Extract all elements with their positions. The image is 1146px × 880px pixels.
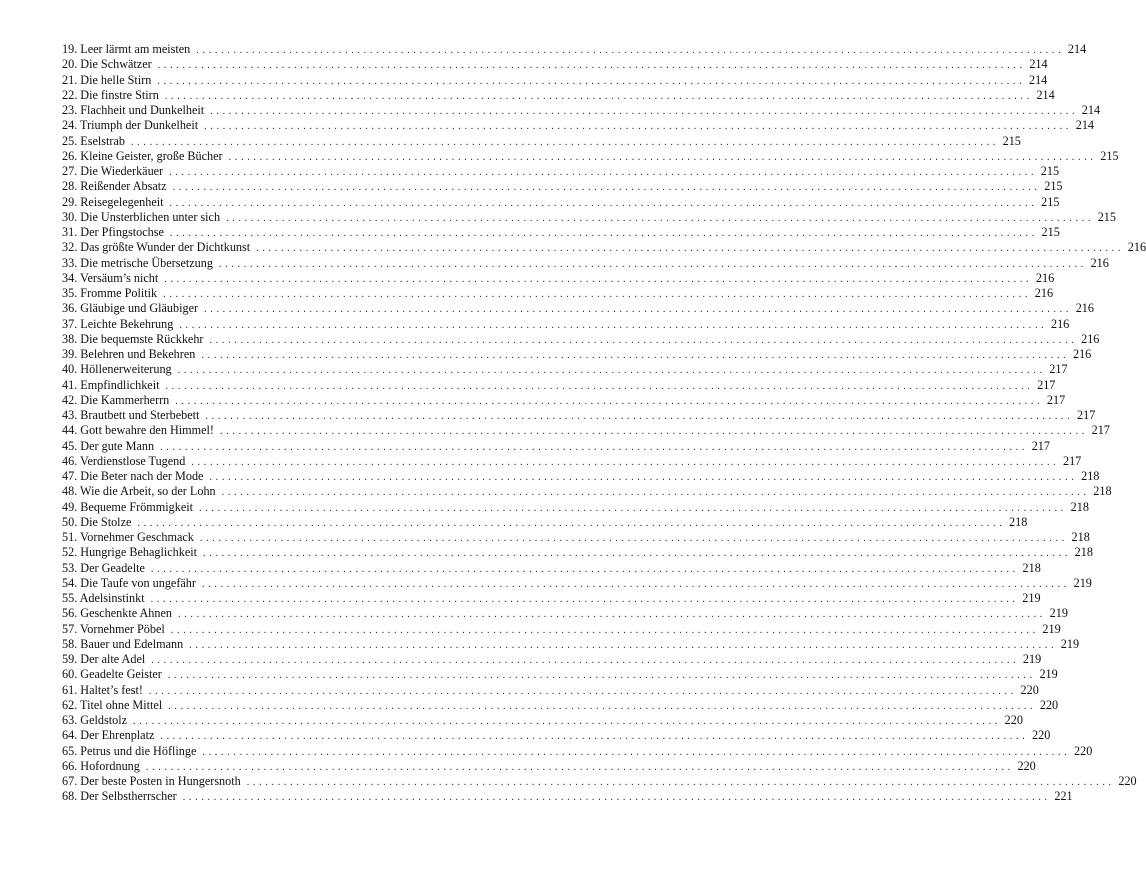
dot-leader: . . . . . . . . . . . . . . . . . . . . . . . . . . . . . . . . . . . . . . . . . . . . . . . . . . . . . . . . . . . . . . . . . . . . . . . . . . . . . . . . . . . . . . . . . . . . . . . . . . . . . . . . . . . . . . . . . . . . . . . . . . . . . . . . . . . . . . . . . . . . [157,75,1023,87]
toc-entry-title: 50. Die Stolze [62,514,132,529]
dot-leader: . . . . . . . . . . . . . . . . . . . . . . . . . . . . . . . . . . . . . . . . . . . . . . . . . . . . . . . . . . . . . . . . . . . . . . . . . . . . . . . . . . . . . . . . . . . . . . . . . . . . . . . . . . . . . . . . . . . . . . . . . . . . . . . . . . . . . . . . . . . . [133,716,998,727]
toc-entry [62,469,1100,484]
dot-leader: . . . . . . . . . . . . . . . . . . . . . . . . . . . . . . . . . . . . . . . . . . . . . . . . . . . . . . . . . . . . . . . . . . . . . . . . . . . . . . . . . . . . . . . . . . . . . . . . . . . . . . . . . . . . . . . . . . . . . . . . . . . . . . . . . . . . . . . . . . . . [177,365,1043,377]
toc-entry-page-number: 218 [1074,545,1093,560]
toc-entry-title: 58. Bauer und Edelmann [62,636,184,651]
dot-leader: . . . . . . . . . . . . . . . . . . . . . . . . . . . . . . . . . . . . . . . . . . . . . . . . . . . . . . . . . . . . . . . . . . . . . . . . . . . . . . . . . . . . . . . . . . . . . . . . . . . . . . . . . . . . . . . . . . . . . . . . . . . . . . . . . . . . . . . . . . . . [163,289,1029,300]
toc-entry-page-number: 217 [1046,392,1066,407]
toc-entry-page-number: 217 [1091,423,1110,438]
toc-entry [62,103,1101,118]
toc-entry [62,453,1082,469]
dot-leader: . . . . . . . . . . . . . . . . . . . . . . . . . . . . . . . . . . . . . . . . . . . . . . . . . . . . . . . . . . . . . . . . . . . . . . . . . . . . . . . . . . . . . . . . . . . . . . . . . . . . . . . . . . . . . . . . . . . . . . . . . . . . . . . . . . . . . . . . . . . . [164,90,1030,102]
toc-entry [62,362,1068,377]
toc-entry-title: 62. Titel ohne Mittel [62,697,163,712]
toc-entry [62,164,1060,179]
toc-entry-page-number: 220 [1032,728,1051,743]
dot-leader: . . . . . . . . . . . . . . . . . . . . . . . . . . . . . . . . . . . . . . . . . . . . . . . . . . . . . . . . . . . . . . . . . . . . . . . . . . . . . . . . . . . . . . . . . . . . . . . . . . . . . . . . . . . . . . . . . . . . . . . . . . . . . . . . . . . . . . . . . . . . [191,456,1057,468]
toc-entry [62,484,1112,499]
toc-entry [62,240,1146,255]
toc-entry-page-number: 215 [1097,209,1116,224]
toc-entry [62,591,1041,606]
toc-entry-title: 49. Bequeme Frömmigkeit [62,499,193,514]
toc-entry [62,194,1060,210]
dot-leader: . . . . . . . . . . . . . . . . . . . . . . . . . . . . . . . . . . . . . . . . . . . . . . . . . . . . . . . . . . . . . . . . . . . . . . . . . . . . . . . . . . . . . . . . . . . . . . . . . . . . . . . . . . . . . . . . . . . . . . . . . . . . . . . . . . . . . . . . . . . . [145,761,1011,773]
dot-leader: . . . . . . . . . . . . . . . . . . . . . . . . . . . . . . . . . . . . . . . . . . . . . . . . . . . . . . . . . . . . . . . . . . . . . . . . . . . . . . . . . . . . . . . . . . . . . . . . . . . . . . . . . . . . . . . . . . . . . . . . . . . . . . . . . . . . . . . . . . . . [169,228,1035,239]
toc-entry-title: 30. Die Unsterblichen unter sich [62,209,221,224]
toc-entry-title: 59. Der alte Adel [62,652,146,666]
toc-entry [62,392,1066,408]
toc-entry [62,87,1055,103]
toc-entry-page-number: 214 [1075,118,1094,133]
dot-leader: . . . . . . . . . . . . . . . . . . . . . . . . . . . . . . . . . . . . . . . . . . . . . . . . . . . . . . . . . . . . . . . . . . . . . . . . . . . . . . . . . . . . . . . . . . . . . . . . . . . . . . . . . . . . . . . . . . . . . . . . . . . . . . . . . . . . . . . . . . . . [201,578,1067,590]
toc-entry-page-number: 216 [1075,301,1094,316]
toc-entry [62,133,1021,149]
toc-entry-page-number: 215 [1002,133,1021,148]
toc-entry-page-number: 219 [1049,606,1068,621]
dot-leader: . . . . . . . . . . . . . . . . . . . . . . . . . . . . . . . . . . . . . . . . . . . . . . . . . . . . . . . . . . . . . . . . . . . . . . . . . . . . . . . . . . . . . . . . . . . . . . . . . . . . . . . . . . . . . . . . . . . . . . . . . . . . . . . . . . . . . . . . . . . . [150,594,1016,605]
toc-entry [62,575,1092,591]
toc-entry-page-number: 218 [1070,499,1089,514]
toc-entry [62,774,1137,789]
toc-entry-page-number: 216 [1090,255,1109,270]
toc-entry [62,636,1080,652]
toc-entry-page-number: 214 [1029,57,1048,72]
toc-entry-page-number: 220 [1004,713,1023,727]
dot-leader: . . . . . . . . . . . . . . . . . . . . . . . . . . . . . . . . . . . . . . . . . . . . . . . . . . . . . . . . . . . . . . . . . . . . . . . . . . . . . . . . . . . . . . . . . . . . . . . . . . . . . . . . . . . . . . . . . . . . . . . . . . . . . . . . . . . . . . . . . . . . [170,624,1036,636]
dot-leader: . . . . . . . . . . . . . . . . . . . . . . . . . . . . . . . . . . . . . . . . . . . . . . . . . . . . . . . . . . . . . . . . . . . . . . . . . . . . . . . . . . . . . . . . . . . . . . . . . . . . . . . . . . . . . . . . . . . . . . . . . . . . . . . . . . . . . . . . . . . . [137,517,1003,529]
toc-entry [62,423,1110,438]
toc-entry-title: 27. Die Wiederkäuer [62,164,164,178]
toc-entry [62,728,1051,743]
toc-entry-title: 52. Hungrige Behaglichkeit [62,545,198,560]
dot-leader: . . . . . . . . . . . . . . . . . . . . . . . . . . . . . . . . . . . . . . . . . . . . . . . . . . . . . . . . . . . . . . . . . . . . . . . . . . . . . . . . . . . . . . . . . . . . . . . . . . . . . . . . . . . . . . . . . . . . . . . . . . . . . . . . . . . . . . . . . . . . [256,243,1122,255]
dot-leader: . . . . . . . . . . . . . . . . . . . . . . . . . . . . . . . . . . . . . . . . . . . . . . . . . . . . . . . . . . . . . . . . . . . . . . . . . . . . . . . . . . . . . . . . . . . . . . . . . . . . . . . . . . . . . . . . . . . . . . . . . . . . . . . . . . . . . . . . . . . . [219,426,1085,438]
toc-entry [62,743,1093,759]
toc-entry-page-number: 215 [1044,179,1063,194]
dot-leader: . . . . . . . . . . . . . . . . . . . . . . . . . . . . . . . . . . . . . . . . . . . . . . . . . . . . . . . . . . . . . . . . . . . . . . . . . . . . . . . . . . . . . . . . . . . . . . . . . . . . . . . . . . . . . . . . . . . . . . . . . . . . . . . . . . . . . . . . . . . . [182,792,1048,804]
toc-entry [62,118,1094,133]
dot-leader: . . . . . . . . . . . . . . . . . . . . . . . . . . . . . . . . . . . . . . . . . . . . . . . . . . . . . . . . . . . . . . . . . . . . . . . . . . . . . . . . . . . . . . . . . . . . . . . . . . . . . . . . . . . . . . . . . . . . . . . . . . . . . . . . . . . . . . . . . . . . [201,350,1067,361]
toc-entry-page-number: 219 [1042,621,1061,636]
toc-entry-title: 39. Belehren und Bekehren [62,347,196,361]
toc-entry [62,408,1096,423]
toc-entry [62,72,1048,88]
toc-entry-page-number: 220 [1074,743,1093,758]
toc-entry-title: 47. Die Beter nach der Mode [62,469,204,483]
toc-entry-page-number: 217 [1037,377,1056,392]
toc-entry-title: 66. Hofordnung [62,758,140,773]
toc-entry-title: 45. Der gute Mann [62,438,155,453]
dot-leader: . . . . . . . . . . . . . . . . . . . . . . . . . . . . . . . . . . . . . . . . . . . . . . . . . . . . . . . . . . . . . . . . . . . . . . . . . . . . . . . . . . . . . . . . . . . . . . . . . . . . . . . . . . . . . . . . . . . . . . . . . . . . . . . . . . . . . . . . . . . . [221,487,1087,499]
toc-entry [62,652,1042,667]
toc-entry [62,270,1055,286]
toc-entry-title: 22. Die finstre Stirn [62,87,159,102]
toc-entry [62,209,1116,225]
toc-entry-title: 48. Wie die Arbeit, so der Lohn [62,484,216,499]
toc-entry-page-number: 216 [1034,286,1054,300]
toc-entry-title: 33. Die metrische Übersetzung [62,255,213,270]
toc-entry-page-number: 217 [1062,453,1082,468]
toc-entry [62,713,1023,728]
dot-leader: . . . . . . . . . . . . . . . . . . . . . . . . . . . . . . . . . . . . . . . . . . . . . . . . . . . . . . . . . . . . . . . . . . . . . . . . . . . . . . . . . . . . . . . . . . . . . . . . . . . . . . . . . . . . . . . . . . . . . . . . . . . . . . . . . . . . . . . . . . . . [160,441,1025,453]
toc-entry-page-number: 218 [1009,514,1028,529]
dot-leader: . . . . . . . . . . . . . . . . . . . . . . . . . . . . . . . . . . . . . . . . . . . . . . . . . . . . . . . . . . . . . . . . . . . . . . . . . . . . . . . . . . . . . . . . . . . . . . . . . . . . . . . . . . . . . . . . . . . . . . . . . . . . . . . . . . . . . . . . . . . . [202,746,1068,758]
toc-entry-title: 31. Der Pfingstochse [62,225,164,239]
toc-entry [62,621,1061,637]
toc-entry-title: 46. Verdienstlose Tugend [62,453,186,468]
toc-entry [62,697,1059,713]
toc-entry [62,606,1068,621]
toc-entry-page-number: 217 [1049,362,1068,377]
toc-entry-title: 32. Das größte Wunder der Dichtkunst [62,240,251,255]
toc-entry [62,255,1109,271]
toc-entry [62,57,1048,72]
toc-entry-title: 29. Reisegelegenheit [62,194,164,209]
toc-entry [62,499,1089,515]
toc-entry-title: 67. Der beste Posten in Hungersnoth [62,774,241,788]
toc-entry-page-number: 215 [1041,225,1060,239]
toc-entry-title: 20. Die Schwätzer [62,57,152,72]
dot-leader: . . . . . . . . . . . . . . . . . . . . . . . . . . . . . . . . . . . . . . . . . . . . . . . . . . . . . . . . . . . . . . . . . . . . . . . . . . . . . . . . . . . . . . . . . . . . . . . . . . . . . . . . . . . . . . . . . . . . . . . . . . . . . . . . . . . . . . . . . . . . [169,197,1035,209]
dot-leader: . . . . . . . . . . . . . . . . . . . . . . . . . . . . . . . . . . . . . . . . . . . . . . . . . . . . . . . . . . . . . . . . . . . . . . . . . . . . . . . . . . . . . . . . . . . . . . . . . . . . . . . . . . . . . . . . . . . . . . . . . . . . . . . . . . . . . . . . . . . . [196,45,1062,56]
toc-entry-title: 64. Der Ehrenplatz [62,728,155,743]
toc-entry-page-number: 214 [1081,103,1101,117]
toc-entry-page-number: 214 [1028,72,1048,87]
dot-leader: . . . . . . . . . . . . . . . . . . . . . . . . . . . . . . . . . . . . . . . . . . . . . . . . . . . . . . . . . . . . . . . . . . . . . . . . . . . . . . . . . . . . . . . . . . . . . . . . . . . . . . . . . . . . . . . . . . . . . . . . . . . . . . . . . . . . . . . . . . . . [151,655,1017,666]
dot-leader: . . . . . . . . . . . . . . . . . . . . . . . . . . . . . . . . . . . . . . . . . . . . . . . . . . . . . . . . . . . . . . . . . . . . . . . . . . . . . . . . . . . . . . . . . . . . . . . . . . . . . . . . . . . . . . . . . . . . . . . . . . . . . . . . . . . . . . . . . . . . [164,273,1030,285]
toc-entry [62,530,1090,545]
dot-leader: . . . . . . . . . . . . . . . . . . . . . . . . . . . . . . . . . . . . . . . . . . . . . . . . . . . . . . . . . . . . . . . . . . . . . . . . . . . . . . . . . . . . . . . . . . . . . . . . . . . . . . . . . . . . . . . . . . . . . . . . . . . . . . . . . . . . . . . . . . . . [169,167,1035,178]
toc-entry-page-number: 220 [1039,697,1059,712]
toc-entry [62,42,1087,57]
toc-entry-title: 53. Der Geadelte [62,560,145,575]
toc-entry [62,682,1039,698]
toc-entry-page-number: 220 [1017,758,1036,773]
toc-entry-title: 43. Brautbett und Sterbebett [62,408,200,422]
toc-entry [62,560,1041,576]
toc-entry-title: 55. Adelsinstinkt [62,591,145,605]
table-of-contents [62,42,1146,805]
dot-leader: . . . . . . . . . . . . . . . . . . . . . . . . . . . . . . . . . . . . . . . . . . . . . . . . . . . . . . . . . . . . . . . . . . . . . . . . . . . . . . . . . . . . . . . . . . . . . . . . . . . . . . . . . . . . . . . . . . . . . . . . . . . . . . . . . . . . . . . . . . . . [130,136,996,148]
toc-entry-page-number: 216 [1081,331,1100,346]
dot-leader: . . . . . . . . . . . . . . . . . . . . . . . . . . . . . . . . . . . . . . . . . . . . . . . . . . . . . . . . . . . . . . . . . . . . . . . . . . . . . . . . . . . . . . . . . . . . . . . . . . . . . . . . . . . . . . . . . . . . . . . . . . . . . . . . . . . . . . . . . . . . [189,639,1055,651]
dot-leader: . . . . . . . . . . . . . . . . . . . . . . . . . . . . . . . . . . . . . . . . . . . . . . . . . . . . . . . . . . . . . . . . . . . . . . . . . . . . . . . . . . . . . . . . . . . . . . . . . . . . . . . . . . . . . . . . . . . . . . . . . . . . . . . . . . . . . . . . . . . . [160,731,1026,743]
toc-entry-page-number: 221 [1054,789,1073,804]
dot-leader: . . . . . . . . . . . . . . . . . . . . . . . . . . . . . . . . . . . . . . . . . . . . . . . . . . . . . . . . . . . . . . . . . . . . . . . . . . . . . . . . . . . . . . . . . . . . . . . . . . . . . . . . . . . . . . . . . . . . . . . . . . . . . . . . . . . . . . . . . . . . [165,380,1031,392]
toc-entry-title: 56. Geschenkte Ahnen [62,606,172,621]
dot-leader: . . . . . . . . . . . . . . . . . . . . . . . . . . . . . . . . . . . . . . . . . . . . . . . . . . . . . . . . . . . . . . . . . . . . . . . . . . . . . . . . . . . . . . . . . . . . . . . . . . . . . . . . . . . . . . . . . . . . . . . . . . . . . . . . . . . . . . . . . . . . [209,472,1075,483]
dot-leader: . . . . . . . . . . . . . . . . . . . . . . . . . . . . . . . . . . . . . . . . . . . . . . . . . . . . . . . . . . . . . . . . . . . . . . . . . . . . . . . . . . . . . . . . . . . . . . . . . . . . . . . . . . . . . . . . . . . . . . . . . . . . . . . . . . . . . . . . . . . . [148,685,1014,697]
toc-entry-title: 44. Gott bewahre den Himmel! [62,423,214,438]
dot-leader: . . . . . . . . . . . . . . . . . . . . . . . . . . . . . . . . . . . . . . . . . . . . . . . . . . . . . . . . . . . . . . . . . . . . . . . . . . . . . . . . . . . . . . . . . . . . . . . . . . . . . . . . . . . . . . . . . . . . . . . . . . . . . . . . . . . . . . . . . . . . [204,121,1069,133]
toc-entry-page-number: 218 [1081,469,1100,483]
dot-leader: . . . . . . . . . . . . . . . . . . . . . . . . . . . . . . . . . . . . . . . . . . . . . . . . . . . . . . . . . . . . . . . . . . . . . . . . . . . . . . . . . . . . . . . . . . . . . . . . . . . . . . . . . . . . . . . . . . . . . . . . . . . . . . . . . . . . . . . . . . . . [205,411,1071,422]
toc-entry-title: 38. Die bequemste Rückkehr [62,331,204,346]
dot-leader: . . . . . . . . . . . . . . . . . . . . . . . . . . . . . . . . . . . . . . . . . . . . . . . . . . . . . . . . . . . . . . . . . . . . . . . . . . . . . . . . . . . . . . . . . . . . . . . . . . . . . . . . . . . . . . . . . . . . . . . . . . . . . . . . . . . . . . . . . . . . [199,502,1064,514]
dot-leader: . . . . . . . . . . . . . . . . . . . . . . . . . . . . . . . . . . . . . . . . . . . . . . . . . . . . . . . . . . . . . . . . . . . . . . . . . . . . . . . . . . . . . . . . . . . . . . . . . . . . . . . . . . . . . . . . . . . . . . . . . . . . . . . . . . . . . . . . . . . . [218,258,1084,270]
toc-entry-title: 41. Empfindlichkeit [62,377,160,392]
toc-entry [62,438,1050,454]
toc-entry-page-number: 218 [1093,484,1112,499]
toc-entry-page-number: 214 [1036,87,1055,102]
toc-entry-title: 19. Leer lärmt am meisten [62,42,191,56]
toc-entry-page-number: 216 [1050,316,1070,331]
toc-entry-title: 51. Vornehmer Geschmack [62,530,194,544]
toc-entry-title: 61. Haltet’s fest! [62,682,143,697]
toc-entry-page-number: 214 [1067,42,1087,56]
toc-entry-title: 60. Geadelte Geister [62,667,162,682]
dot-leader: . . . . . . . . . . . . . . . . . . . . . . . . . . . . . . . . . . . . . . . . . . . . . . . . . . . . . . . . . . . . . . . . . . . . . . . . . . . . . . . . . . . . . . . . . . . . . . . . . . . . . . . . . . . . . . . . . . . . . . . . . . . . . . . . . . . . . . . . . . . . [179,319,1045,331]
toc-entry [62,347,1092,362]
toc-entry-page-number: 216 [1035,270,1055,285]
dot-leader: . . . . . . . . . . . . . . . . . . . . . . . . . . . . . . . . . . . . . . . . . . . . . . . . . . . . . . . . . . . . . . . . . . . . . . . . . . . . . . . . . . . . . . . . . . . . . . . . . . . . . . . . . . . . . . . . . . . . . . . . . . . . . . . . . . . . . . . . . . . . [172,182,1038,194]
dot-leader: . . . . . . . . . . . . . . . . . . . . . . . . . . . . . . . . . . . . . . . . . . . . . . . . . . . . . . . . . . . . . . . . . . . . . . . . . . . . . . . . . . . . . . . . . . . . . . . . . . . . . . . . . . . . . . . . . . . . . . . . . . . . . . . . . . . . . . . . . . . . [175,395,1041,407]
toc-entry-page-number: 220 [1118,774,1137,788]
toc-entry [62,301,1094,316]
dot-leader: . . . . . . . . . . . . . . . . . . . . . . . . . . . . . . . . . . . . . . . . . . . . . . . . . . . . . . . . . . . . . . . . . . . . . . . . . . . . . . . . . . . . . . . . . . . . . . . . . . . . . . . . . . . . . . . . . . . . . . . . . . . . . . . . . . . . . . . . . . . . [228,151,1094,163]
toc-entry [62,667,1058,682]
toc-entry [62,148,1119,164]
toc-entry-page-number: 219 [1039,667,1058,682]
toc-entry-page-number: 217 [1031,438,1050,453]
toc-entry-title: 34. Versäum’s nicht [62,270,159,285]
dot-leader: . . . . . . . . . . . . . . . . . . . . . . . . . . . . . . . . . . . . . . . . . . . . . . . . . . . . . . . . . . . . . . . . . . . . . . . . . . . . . . . . . . . . . . . . . . . . . . . . . . . . . . . . . . . . . . . . . . . . . . . . . . . . . . . . . . . . . . . . . . . . [226,212,1091,224]
dot-leader: . . . . . . . . . . . . . . . . . . . . . . . . . . . . . . . . . . . . . . . . . . . . . . . . . . . . . . . . . . . . . . . . . . . . . . . . . . . . . . . . . . . . . . . . . . . . . . . . . . . . . . . . . . . . . . . . . . . . . . . . . . . . . . . . . . . . . . . . . . . . [157,60,1023,72]
dot-leader: . . . . . . . . . . . . . . . . . . . . . . . . . . . . . . . . . . . . . . . . . . . . . . . . . . . . . . . . . . . . . . . . . . . . . . . . . . . . . . . . . . . . . . . . . . . . . . . . . . . . . . . . . . . . . . . . . . . . . . . . . . . . . . . . . . . . . . . . . . . . [204,304,1069,316]
toc-entry-page-number: 220 [1020,682,1039,697]
toc-entry [62,179,1063,194]
toc-entry-page-number: 215 [1100,148,1119,163]
toc-entry-title: 25. Eselstrab [62,133,125,148]
dot-leader: . . . . . . . . . . . . . . . . . . . . . . . . . . . . . . . . . . . . . . . . . . . . . . . . . . . . . . . . . . . . . . . . . . . . . . . . . . . . . . . . . . . . . . . . . . . . . . . . . . . . . . . . . . . . . . . . . . . . . . . . . . . . . . . . . . . . . . . . . . . . [199,533,1065,544]
toc-entry-title: 35. Fromme Politik [62,286,158,300]
toc-entry-title: 26. Kleine Geister, große Bücher [62,148,223,163]
toc-entry-title: 63. Geldstolz [62,713,127,727]
toc-entry-page-number: 218 [1022,560,1041,575]
toc-entry-title: 37. Leichte Bekehrung [62,316,174,331]
toc-entry [62,545,1093,560]
toc-entry [62,789,1073,804]
toc-entry [62,331,1100,347]
toc-entry-page-number: 219 [1060,636,1080,651]
dot-leader: . . . . . . . . . . . . . . . . . . . . . . . . . . . . . . . . . . . . . . . . . . . . . . . . . . . . . . . . . . . . . . . . . . . . . . . . . . . . . . . . . . . . . . . . . . . . . . . . . . . . . . . . . . . . . . . . . . . . . . . . . . . . . . . . . . . . . . . . . . . . [209,334,1075,346]
toc-entry [62,514,1028,530]
toc-entry [62,377,1056,393]
toc-entry-page-number: 215 [1040,164,1060,178]
toc-entry-title: 65. Petrus und die Höflinge [62,743,197,758]
toc-entry-title: 24. Triumph der Dunkelheit [62,118,199,133]
toc-entry-page-number: 219 [1073,575,1092,590]
dot-leader: . . . . . . . . . . . . . . . . . . . . . . . . . . . . . . . . . . . . . . . . . . . . . . . . . . . . . . . . . . . . . . . . . . . . . . . . . . . . . . . . . . . . . . . . . . . . . . . . . . . . . . . . . . . . . . . . . . . . . . . . . . . . . . . . . . . . . . . . . . . . [168,700,1034,712]
dot-leader: . . . . . . . . . . . . . . . . . . . . . . . . . . . . . . . . . . . . . . . . . . . . . . . . . . . . . . . . . . . . . . . . . . . . . . . . . . . . . . . . . . . . . . . . . . . . . . . . . . . . . . . . . . . . . . . . . . . . . . . . . . . . . . . . . . . . . . . . . . . . [167,670,1033,682]
dot-leader: . . . . . . . . . . . . . . . . . . . . . . . . . . . . . . . . . . . . . . . . . . . . . . . . . . . . . . . . . . . . . . . . . . . . . . . . . . . . . . . . . . . . . . . . . . . . . . . . . . . . . . . . . . . . . . . . . . . . . . . . . . . . . . . . . . . . . . . . . . . . [150,563,1016,575]
toc-entry [62,316,1070,332]
toc-entry-title: 23. Flachheit und Dunkelheit [62,103,205,117]
toc-entry-title: 28. Reißender Absatz [62,179,167,194]
dot-leader: . . . . . . . . . . . . . . . . . . . . . . . . . . . . . . . . . . . . . . . . . . . . . . . . . . . . . . . . . . . . . . . . . . . . . . . . . . . . . . . . . . . . . . . . . . . . . . . . . . . . . . . . . . . . . . . . . . . . . . . . . . . . . . . . . . . . . . . . . . . . [210,106,1076,117]
toc-entry-title: 68. Der Selbstherrscher [62,789,177,804]
toc-entry [62,286,1054,301]
toc-entry-page-number: 219 [1022,591,1041,605]
toc-entry-title: 57. Vornehmer Pöbel [62,621,165,636]
toc-entry-page-number: 215 [1041,194,1060,209]
toc-entry-page-number: 218 [1071,530,1090,544]
toc-entry-title: 36. Gläubige und Gläubiger [62,301,199,316]
toc-entry-title: 54. Die Taufe von ungefähr [62,575,196,590]
toc-entry-page-number: 217 [1077,408,1096,422]
toc-entry [62,758,1036,774]
dot-leader: . . . . . . . . . . . . . . . . . . . . . . . . . . . . . . . . . . . . . . . . . . . . . . . . . . . . . . . . . . . . . . . . . . . . . . . . . . . . . . . . . . . . . . . . . . . . . . . . . . . . . . . . . . . . . . . . . . . . . . . . . . . . . . . . . . . . . . . . . . . . [178,609,1043,621]
toc-entry-page-number: 219 [1022,652,1042,666]
toc-entry-title: 21. Die helle Stirn [62,72,152,87]
dot-leader: . . . . . . . . . . . . . . . . . . . . . . . . . . . . . . . . . . . . . . . . . . . . . . . . . . . . . . . . . . . . . . . . . . . . . . . . . . . . . . . . . . . . . . . . . . . . . . . . . . . . . . . . . . . . . . . . . . . . . . . . . . . . . . . . . . . . . . . . . . . . [246,777,1112,788]
dot-leader: . . . . . . . . . . . . . . . . . . . . . . . . . . . . . . . . . . . . . . . . . . . . . . . . . . . . . . . . . . . . . . . . . . . . . . . . . . . . . . . . . . . . . . . . . . . . . . . . . . . . . . . . . . . . . . . . . . . . . . . . . . . . . . . . . . . . . . . . . . . . [203,548,1068,560]
toc-entry [62,225,1060,240]
toc-entry-page-number: 216 [1072,347,1092,361]
toc-entry-title: 40. Höllenerweiterung [62,362,172,377]
toc-entry-title: 42. Die Kammerherrn [62,392,170,407]
toc-entry-page-number: 216 [1127,240,1146,255]
